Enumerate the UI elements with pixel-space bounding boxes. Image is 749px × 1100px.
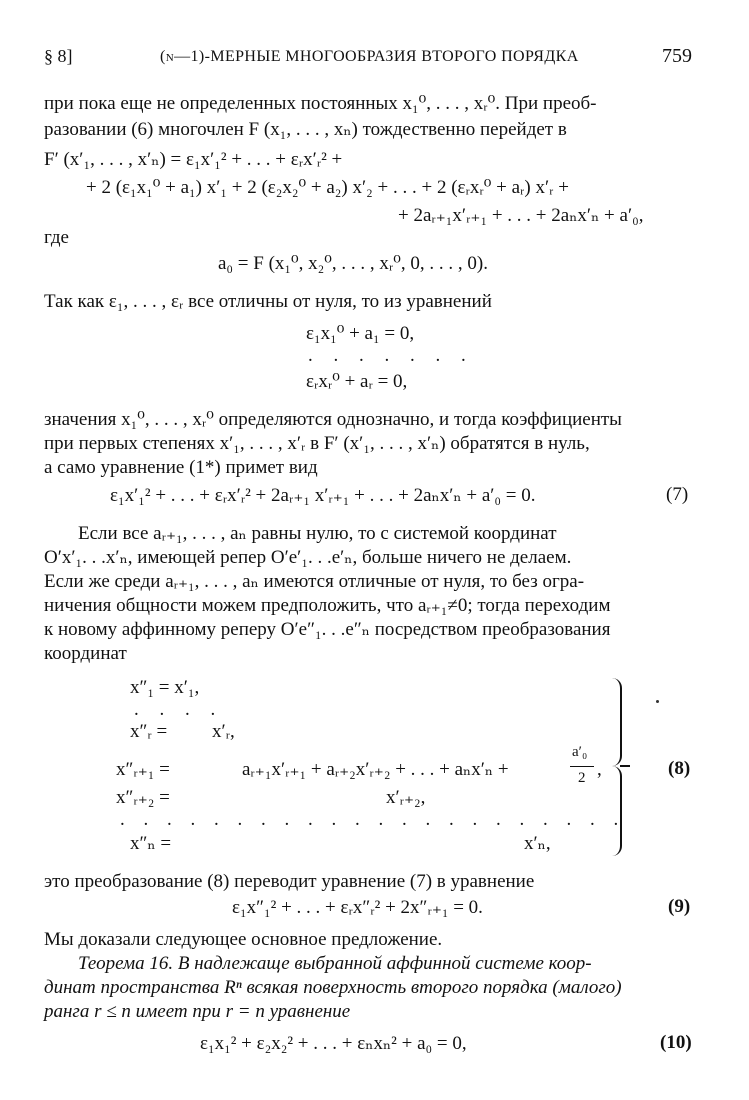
text-line: это преобразование (8) переводит уравнение (7) в уравнение: [44, 871, 535, 892]
print-speck: [656, 700, 659, 703]
equation-line: + 2 (ε₁x₁⁰ + a₁) x′₁ + 2 (ε₂x₂⁰ + a₂) x′₂ + . . . + 2 (εᵣxᵣ⁰ + aᵣ) x′ᵣ +: [86, 177, 569, 198]
system-row: x″ᵣ₊₁ =: [116, 759, 170, 780]
equation-number: (8): [668, 758, 691, 779]
brace-upper: [606, 678, 622, 766]
text-line: Если все aᵣ₊₁, . . . , aₙ равны нулю, то с системой координат: [78, 523, 557, 544]
text-line: ничения общности можем предположить, что aᵣ₊₁≠0; тогда переходим: [44, 595, 611, 616]
system-row: x′ᵣ,: [212, 721, 235, 742]
theorem-line: Теорема 16. В надлежаще выбранной аффинной системе коор-: [78, 953, 592, 974]
text-line: O′x′₁. . .x′ₙ, имеющей репер O′e′₁. . .e′ₙ, больше ничего не делаем.: [44, 547, 572, 568]
equation-dots: . . . . . . .: [308, 345, 474, 366]
equation-line: ε₁x₁⁰ + a₁ = 0,: [306, 323, 415, 344]
theorem-line: ранга r ≤ n имеет при r = n уравнение: [44, 1001, 351, 1022]
text-line: при первых степенях x′₁, . . . , x′ᵣ в F′ (x′₁, . . . , x′ₙ) обратятся в нуль,: [44, 433, 590, 454]
system-row: x′ₙ,: [524, 833, 551, 854]
equation-line: ε₁x′₁² + . . . + εᵣx′ᵣ² + 2aᵣ₊₁ x′ᵣ₊₁ + . . . + 2aₙx′ₙ + a′₀ = 0.: [110, 485, 536, 506]
text-line: где: [44, 227, 69, 248]
system-dots: . . . .: [134, 699, 224, 720]
text-line: при пока еще не определенных постоянных x₁⁰, . . . , xᵣ⁰. При преоб-: [44, 93, 597, 114]
system-row: aᵣ₊₁x′ᵣ₊₁ + aᵣ₊₂x′ᵣ₊₂ + . . . + aₙx′ₙ +: [242, 759, 509, 780]
equation-line: ε₁x₁² + ε₂x₂² + . . . + εₙxₙ² + a₀ = 0,: [200, 1033, 467, 1054]
section-mark: § 8]: [44, 46, 73, 66]
text-line: Если же среди aᵣ₊₁, . . . , aₙ имеются отличные от нуля, то без огра-: [44, 571, 585, 592]
text-line: разовании (6) многочлен F (x₁, . . . , xₙ) тождественно перейдет в: [44, 119, 567, 140]
text-line: к новому аффинному реперу O′e″₁. . .e″ₙ посредством преобразования: [44, 619, 611, 640]
system-row: ,: [597, 759, 602, 780]
running-title: (n—1)-МЕРНЫЕ МНОГООБРАЗИЯ ВТОРОГО ПОРЯДКА: [160, 48, 579, 65]
equation-line: a₀ = F (x₁⁰, x₂⁰, . . . , xᵣ⁰, 0, . . . , 0).: [218, 253, 488, 274]
equation-number: (10): [660, 1032, 692, 1053]
system-row: x′ᵣ₊₂,: [386, 787, 426, 808]
equation-line: ε₁x″₁² + . . . + εᵣx″ᵣ² + 2x″ᵣ₊₁ = 0.: [232, 897, 483, 918]
equation-line: F′ (x′₁, . . . , x′ₙ) = ε₁x′₁² + . . . + εᵣx′ᵣ² +: [44, 149, 343, 170]
equation-number: (9): [668, 896, 691, 917]
brace-lower: [606, 766, 622, 856]
equation-line: + 2aᵣ₊₁x′ᵣ₊₁ + . . . + 2aₙx′ₙ + a′₀,: [398, 205, 644, 226]
equation-number: (7): [666, 484, 689, 505]
fraction-denominator: 2: [578, 770, 586, 786]
text-line: Мы доказали следующее основное предложение.: [44, 929, 443, 950]
text-line: а само уравнение (1*) примет вид: [44, 457, 318, 478]
text-line: Так как ε₁, . . . , εᵣ все отличны от нуля, то из уравнений: [44, 291, 492, 312]
text-line: значения x₁⁰, . . . , xᵣ⁰ определяются однозначно, и тогда коэффициенты: [44, 409, 622, 430]
system-row: x″ₙ =: [130, 833, 172, 854]
fraction-numerator: a′₀: [572, 744, 588, 760]
text-line: координат: [44, 643, 127, 664]
system-row: x″₁ = x′₁,: [130, 677, 200, 698]
brace-tip: [620, 765, 630, 767]
equation-line: εᵣxᵣ⁰ + aᵣ = 0,: [306, 371, 408, 392]
theorem-line: динат пространства Rⁿ всякая поверхность второго порядка (малого): [44, 977, 622, 998]
page-number: 759: [662, 45, 692, 67]
system-row: x″ᵣ =: [130, 721, 168, 742]
system-dots: . . . . . . . . . . . . . . . . . . . . . .: [120, 809, 626, 830]
system-row: x″ᵣ₊₂ =: [116, 787, 170, 808]
